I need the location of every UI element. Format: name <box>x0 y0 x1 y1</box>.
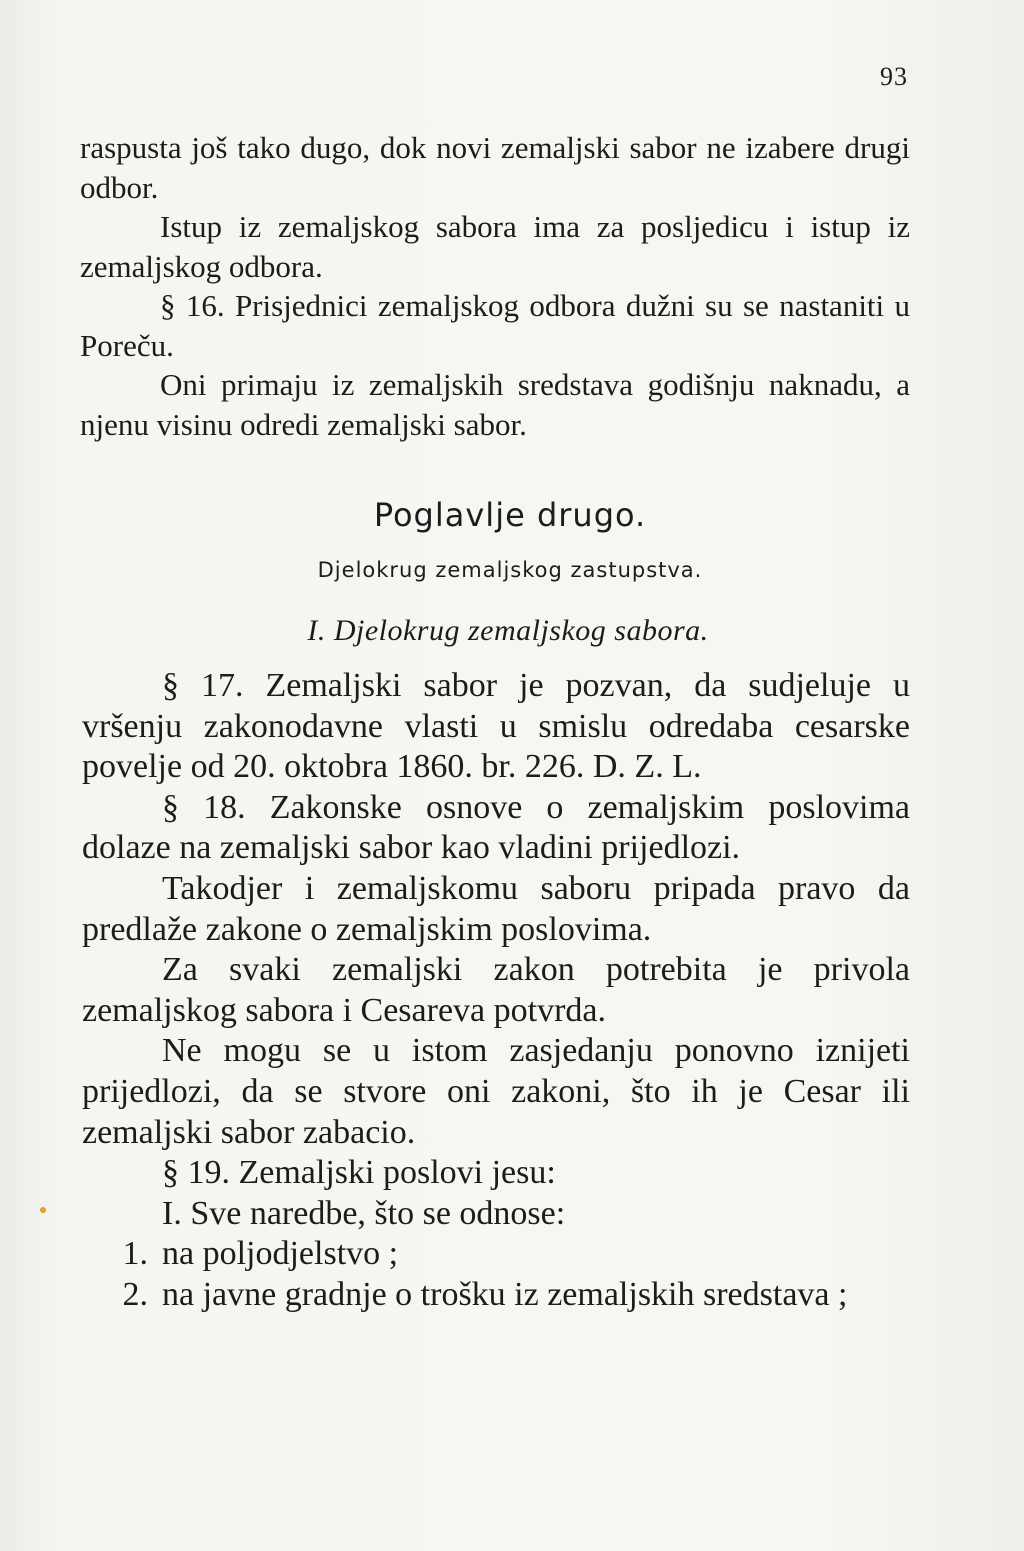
paragraph-section-18: § 18. Zakonske osnove o zemaljskim poslovima dolaze na zemaljski sabor kao vladini prijedlozi. <box>82 788 910 867</box>
chapter-title: Poglavlje drugo. <box>373 496 647 534</box>
paragraph-section-19: § 19. Zemaljski poslovi jesu: <box>162 1154 556 1192</box>
list-text: na javne gradnje o trošku iz zemaljskih sredstava ; <box>162 1275 848 1313</box>
upper-text-block <box>80 128 910 444</box>
paragraph: Takodjer i zemaljskomu saboru pripada pravo da predlaže zakone o zemaljskim poslovima. <box>82 869 910 948</box>
lower-text-block <box>82 666 910 1316</box>
paragraph-section-17: § 17. Zemaljski sabor je pozvan, da sudjeluje u vršenju zakonodavne vlasti u smislu odredaba cesarske povelje od 20. oktobra 1860. br. 226. D. Z. L. <box>82 667 910 786</box>
list-number: 2. <box>122 1275 148 1313</box>
chapter-heading <box>80 496 910 648</box>
page-number: 93 <box>880 62 908 91</box>
paragraph: Ne mogu se u istom zasjedanju ponovno iznijeti prijedlozi, da se stvore oni zakoni, što ih je Cesar ili zemaljski sabor zabacio. <box>82 1032 910 1151</box>
list-item <box>82 1275 910 1316</box>
paragraph-section-16: § 16. Prisjednici zemaljskog odbora dužni su se nastaniti u Poreču. <box>80 288 910 363</box>
paragraph: Oni primaju iz zemaljskih sredstava godišnju naknadu, a njenu visinu odredi zemaljski sabor. <box>80 367 910 442</box>
list-number: 1. <box>122 1235 148 1273</box>
section-title: I. Djelokrug zemaljskog sabora. <box>307 614 709 647</box>
paragraph: Za svaki zemaljski zakon potrebita je privola zemaljskog sabora i Cesareva potvrda. <box>82 951 910 1029</box>
list-heading: I. Sve naredbe, što se odnose: <box>162 1194 566 1232</box>
list-text: na poljodjelstvo ; <box>162 1235 399 1273</box>
paragraph: Istup iz zemaljskog sabora ima za posljedicu i istup iz zemaljskog odbora. <box>80 209 910 284</box>
margin-dot <box>40 1207 46 1213</box>
list-item <box>82 1234 910 1275</box>
paragraph: raspusta još tako dugo, dok novi zemaljski sabor ne izabere drugi odbor. <box>80 130 910 205</box>
chapter-subtitle: Djelokrug zemaljskog zastupstva. <box>317 558 703 582</box>
